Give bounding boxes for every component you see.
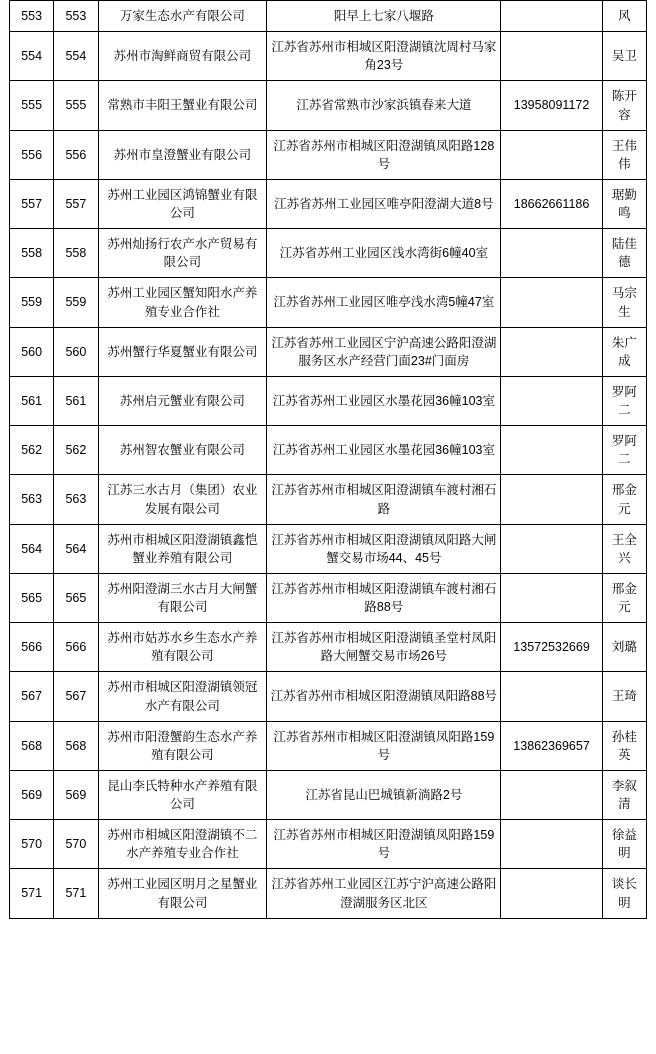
cell-company-name: 苏州启元蟹业有限公司 xyxy=(98,376,267,425)
cell-company-name: 苏州蟹行华夏蟹业有限公司 xyxy=(98,327,267,376)
cell-phone xyxy=(501,573,602,622)
cell-index: 562 xyxy=(10,426,54,475)
cell-number: 568 xyxy=(54,721,98,770)
cell-index: 569 xyxy=(10,770,54,819)
enterprise-registry-table xyxy=(9,0,647,919)
cell-contact-person: 罗阿二 xyxy=(602,376,646,425)
cell-index: 563 xyxy=(10,475,54,524)
cell-company-name: 苏州市阳澄蟹韵生态水产养殖有限公司 xyxy=(98,721,267,770)
cell-number: 556 xyxy=(54,130,98,179)
cell-phone xyxy=(501,672,602,721)
table-row xyxy=(10,524,647,573)
cell-number: 557 xyxy=(54,179,98,228)
table-row xyxy=(10,770,647,819)
cell-contact-person: 陆佳德 xyxy=(602,229,646,278)
cell-company-name: 苏州市相城区阳澄湖镇不二水产养殖专业合作社 xyxy=(98,820,267,869)
table-row xyxy=(10,130,647,179)
table-row xyxy=(10,327,647,376)
cell-number: 571 xyxy=(54,869,98,918)
cell-phone xyxy=(501,1,602,32)
cell-index: 560 xyxy=(10,327,54,376)
cell-index: 568 xyxy=(10,721,54,770)
cell-contact-person: 琚勤鸣 xyxy=(602,179,646,228)
cell-company-name: 常熟市丰阳王蟹业有限公司 xyxy=(98,81,267,130)
cell-index: 565 xyxy=(10,573,54,622)
cell-phone xyxy=(501,524,602,573)
cell-phone xyxy=(501,475,602,524)
cell-address: 江苏省常熟市沙家浜镇春来大道 xyxy=(267,81,501,130)
cell-company-name: 苏州工业园区明月之星蟹业有限公司 xyxy=(98,869,267,918)
table-row xyxy=(10,869,647,918)
table-row xyxy=(10,278,647,327)
cell-company-name: 江苏三水古月（集团）农业发展有限公司 xyxy=(98,475,267,524)
cell-number: 570 xyxy=(54,820,98,869)
table-row xyxy=(10,179,647,228)
cell-address: 江苏省苏州市相城区阳澄湖镇凤阳路128号 xyxy=(267,130,501,179)
cell-phone xyxy=(501,770,602,819)
cell-address: 江苏省苏州市相城区阳澄湖镇凤阳路159号 xyxy=(267,820,501,869)
cell-contact-person: 王全兴 xyxy=(602,524,646,573)
cell-company-name: 苏州市相城区阳澄湖镇鑫恺蟹业养殖有限公司 xyxy=(98,524,267,573)
cell-contact-person: 孙桂英 xyxy=(602,721,646,770)
cell-contact-person: 邢金元 xyxy=(602,573,646,622)
cell-company-name: 万家生态水产有限公司 xyxy=(98,1,267,32)
cell-number: 558 xyxy=(54,229,98,278)
cell-phone xyxy=(501,820,602,869)
cell-company-name: 苏州工业园区鸿锦蟹业有限公司 xyxy=(98,179,267,228)
cell-number: 565 xyxy=(54,573,98,622)
cell-address: 江苏省苏州市相城区阳澄湖镇凤阳路159号 xyxy=(267,721,501,770)
cell-phone xyxy=(501,32,602,81)
table-row xyxy=(10,573,647,622)
cell-number: 569 xyxy=(54,770,98,819)
cell-company-name: 苏州市相城区阳澄湖镇领冠水产有限公司 xyxy=(98,672,267,721)
cell-index: 556 xyxy=(10,130,54,179)
table-body xyxy=(10,1,647,919)
cell-index: 571 xyxy=(10,869,54,918)
cell-index: 566 xyxy=(10,623,54,672)
cell-company-name: 苏州市皇澄蟹业有限公司 xyxy=(98,130,267,179)
cell-address: 江苏省昆山巴城镇新淌路2号 xyxy=(267,770,501,819)
cell-index: 555 xyxy=(10,81,54,130)
cell-phone xyxy=(501,327,602,376)
table-row xyxy=(10,820,647,869)
cell-phone xyxy=(501,229,602,278)
table-row xyxy=(10,475,647,524)
cell-contact-person: 谈长明 xyxy=(602,869,646,918)
cell-phone: 13862369657 xyxy=(501,721,602,770)
cell-index: 558 xyxy=(10,229,54,278)
cell-contact-person: 风 xyxy=(602,1,646,32)
cell-index: 553 xyxy=(10,1,54,32)
cell-address: 江苏省苏州工业园区水墨花园36幢103室 xyxy=(267,376,501,425)
table-row xyxy=(10,623,647,672)
cell-index: 559 xyxy=(10,278,54,327)
cell-number: 561 xyxy=(54,376,98,425)
table-row xyxy=(10,229,647,278)
cell-phone xyxy=(501,130,602,179)
cell-number: 563 xyxy=(54,475,98,524)
cell-address: 江苏省苏州工业园区唯亭浅水湾5幢47室 xyxy=(267,278,501,327)
table-row xyxy=(10,1,647,32)
cell-company-name: 苏州阳澄湖三水古月大闸蟹有限公司 xyxy=(98,573,267,622)
cell-address: 江苏省苏州工业园区宁沪高速公路阳澄湖服务区水产经营门面23#门面房 xyxy=(267,327,501,376)
cell-contact-person: 刘璐 xyxy=(602,623,646,672)
cell-address: 江苏省苏州工业园区水墨花园36幢103室 xyxy=(267,426,501,475)
table-row xyxy=(10,81,647,130)
cell-company-name: 苏州市姑苏水乡生态水产养殖有限公司 xyxy=(98,623,267,672)
cell-address: 江苏省苏州市相城区阳澄湖镇凤阳路大闸蟹交易市场44、45号 xyxy=(267,524,501,573)
cell-address: 江苏省苏州市相城区阳澄湖镇车渡村湘石路 xyxy=(267,475,501,524)
cell-index: 554 xyxy=(10,32,54,81)
cell-contact-person: 王琦 xyxy=(602,672,646,721)
cell-number: 555 xyxy=(54,81,98,130)
cell-company-name: 昆山李氏特种水产养殖有限公司 xyxy=(98,770,267,819)
cell-company-name: 苏州工业园区蟹知阳水产养殖专业合作社 xyxy=(98,278,267,327)
cell-phone: 18662661186 xyxy=(501,179,602,228)
cell-contact-person: 罗阿二 xyxy=(602,426,646,475)
cell-index: 567 xyxy=(10,672,54,721)
cell-index: 561 xyxy=(10,376,54,425)
cell-address: 江苏省苏州工业园区唯亭阳澄湖大道8号 xyxy=(267,179,501,228)
cell-phone xyxy=(501,278,602,327)
cell-address: 江苏省苏州工业园区浅水湾街6幢40室 xyxy=(267,229,501,278)
cell-address: 江苏省苏州工业园区江苏宁沪高速公路阳澄湖服务区北区 xyxy=(267,869,501,918)
cell-contact-person: 吴卫 xyxy=(602,32,646,81)
table-row xyxy=(10,376,647,425)
cell-contact-person: 马宗生 xyxy=(602,278,646,327)
cell-index: 570 xyxy=(10,820,54,869)
cell-contact-person: 朱广成 xyxy=(602,327,646,376)
cell-number: 554 xyxy=(54,32,98,81)
cell-phone xyxy=(501,426,602,475)
cell-company-name: 苏州市淘鲜商贸有限公司 xyxy=(98,32,267,81)
cell-number: 553 xyxy=(54,1,98,32)
cell-contact-person: 邢金元 xyxy=(602,475,646,524)
cell-contact-person: 陈开容 xyxy=(602,81,646,130)
cell-number: 566 xyxy=(54,623,98,672)
cell-index: 557 xyxy=(10,179,54,228)
cell-number: 564 xyxy=(54,524,98,573)
cell-number: 560 xyxy=(54,327,98,376)
cell-phone: 13958091172 xyxy=(501,81,602,130)
table-row xyxy=(10,426,647,475)
table-row xyxy=(10,672,647,721)
cell-contact-person: 徐益明 xyxy=(602,820,646,869)
cell-contact-person: 李叙清 xyxy=(602,770,646,819)
cell-phone xyxy=(501,869,602,918)
cell-address: 江苏省苏州市相城区阳澄湖镇车渡村湘石路88号 xyxy=(267,573,501,622)
cell-phone xyxy=(501,376,602,425)
cell-address: 江苏省苏州市相城区阳澄湖镇凤阳路88号 xyxy=(267,672,501,721)
table-row xyxy=(10,721,647,770)
cell-address: 江苏省苏州市相城区阳澄湖镇圣堂村凤阳路大闸蟹交易市场26号 xyxy=(267,623,501,672)
cell-number: 559 xyxy=(54,278,98,327)
cell-contact-person: 王伟伟 xyxy=(602,130,646,179)
cell-company-name: 苏州灿扬行农产水产贸易有限公司 xyxy=(98,229,267,278)
cell-address: 阳早上七家八堰路 xyxy=(267,1,501,32)
cell-address: 江苏省苏州市相城区阳澄湖镇沈周村马家角23号 xyxy=(267,32,501,81)
cell-company-name: 苏州智农蟹业有限公司 xyxy=(98,426,267,475)
cell-number: 567 xyxy=(54,672,98,721)
table-row xyxy=(10,32,647,81)
cell-phone: 13572532669 xyxy=(501,623,602,672)
cell-index: 564 xyxy=(10,524,54,573)
cell-number: 562 xyxy=(54,426,98,475)
